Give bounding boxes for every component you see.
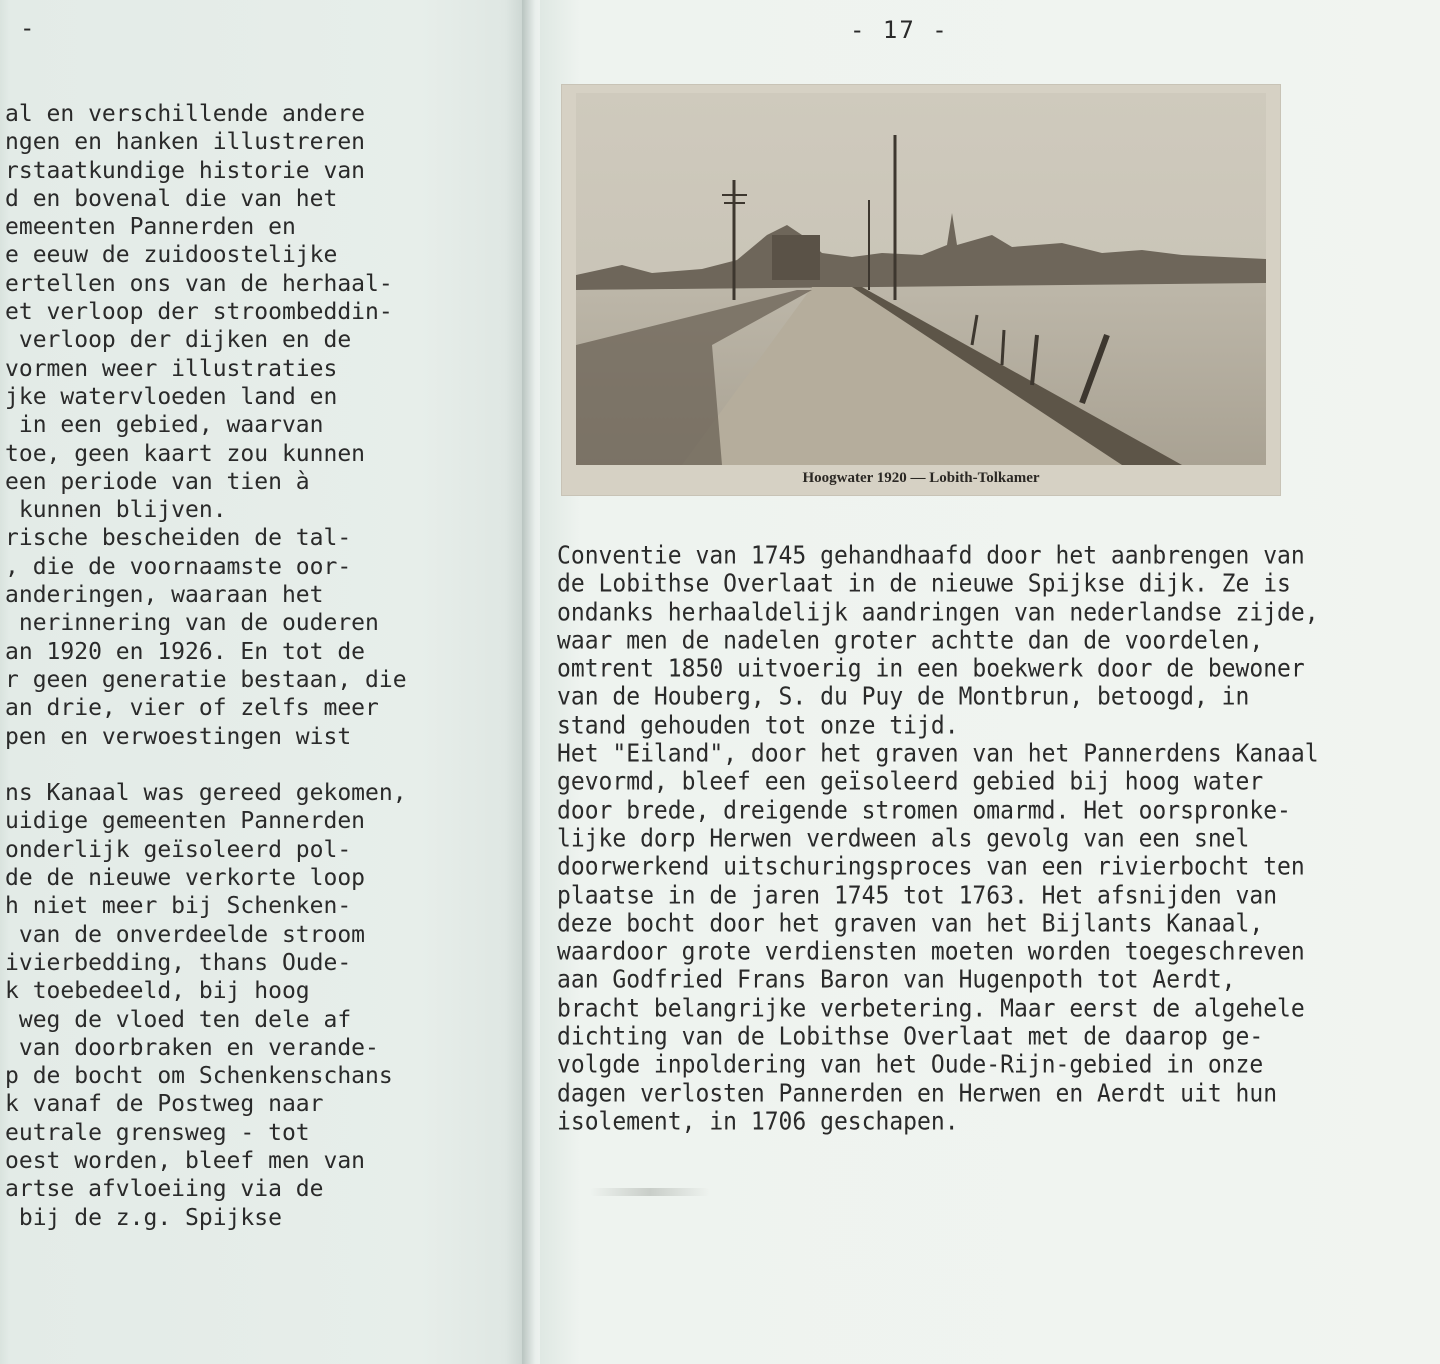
text-line: emeenten Pannerden en: [5, 214, 296, 241]
text-line: kunnen blijven.: [5, 497, 227, 524]
text-line: e eeuw de zuidoostelijke: [5, 242, 338, 269]
text-line: een periode van tien à: [5, 468, 310, 495]
text-line: anderingen, waaraan het: [5, 582, 324, 609]
text-line: an drie, vier of zelfs meer: [5, 695, 379, 722]
text-line: ns Kanaal was gereed gekomen,: [5, 780, 407, 807]
text-line: door brede, dreigende stromen omarmd. Het oorspronke-: [557, 796, 1291, 825]
text-line: an 1920 en 1926. En tot de: [5, 638, 366, 665]
text-line: d en bovenal die van het: [5, 185, 338, 212]
text-line: deze bocht door het graven van het Bijlants Kanaal,: [557, 909, 1264, 938]
text-line: van de Houberg, S. du Puy de Montbrun, betoogd, in: [557, 683, 1250, 712]
text-line: van de onverdeelde stroom: [5, 921, 366, 948]
text-line: dichting van de Lobithse Overlaat met de daarop ge-: [557, 1022, 1264, 1052]
text-line: isolement, in 1706 geschapen.: [557, 1107, 959, 1136]
text-line: aan Godfried Frans Baron van Hugenpoth tot Aerdt,: [557, 966, 1236, 995]
left-page: [0, 0, 527, 1364]
text-line: artse afvloeiing via de: [5, 1176, 324, 1203]
text-line: de Lobithse Overlaat in de nieuwe Spijkse dijk. Ze is: [557, 570, 1291, 599]
text-line: al en verschillende andere: [5, 101, 366, 127]
right-page-text: [557, 542, 1319, 1136]
text-line: bracht belangrijke verbetering. Maar eerst de algehele: [557, 994, 1305, 1023]
text-line: rische bescheiden de tal-: [5, 525, 352, 552]
text-line: oest worden, bleef men van: [5, 1147, 366, 1174]
text-line: Het "Eiland", door het graven van het Pannerdens Kanaal: [557, 740, 1319, 769]
text-line: vormen weer illustraties: [5, 355, 338, 382]
text-line: ngen en hanken illustreren: [5, 129, 366, 156]
flooded-dike-road-photo: [562, 85, 1280, 495]
page-number: - 17 -: [850, 16, 949, 44]
text-line: k vanaf de Postweg naar: [5, 1091, 324, 1118]
text-line: r geen generatie bestaan, die: [5, 666, 407, 693]
text-line: plaatse in de jaren 1745 tot 1763. Het afsnijden van: [557, 881, 1278, 910]
text-line: [5, 751, 407, 779]
text-line: Conventie van 1745 gehandhaafd door het aanbrengen van: [557, 541, 1305, 571]
text-line: , die de voornaamste oor-: [5, 553, 352, 580]
text-line: k toebedeeld, bij hoog: [5, 978, 310, 1005]
text-line: lijke dorp Herwen verdween als gevolg van een snel: [557, 824, 1250, 853]
text-line: van doorbraken en verande-: [5, 1034, 379, 1061]
text-line: ertellen ons van de herhaal-: [5, 270, 393, 297]
historic-photo: [562, 85, 1280, 495]
text-line: nerinnering van de ouderen: [5, 610, 379, 637]
text-line: ondanks herhaaldelijk aandringen van nederlandse zijde,: [557, 598, 1319, 627]
text-line: p de bocht om Schenkenschans: [5, 1063, 393, 1090]
text-line: doorwerkend uitschuringsproces van een rivierbocht ten: [557, 853, 1305, 882]
corner-mark: -: [20, 14, 35, 42]
ink-smudge: [590, 1188, 710, 1196]
text-line: volgde inpoldering van het Oude-Rijn-gebied in onze: [557, 1051, 1264, 1080]
text-line: ivierbedding, thans Oude-: [5, 949, 352, 976]
text-line: bij de z.g. Spijkse: [5, 1204, 282, 1231]
text-line: stand gehouden tot onze tijd.: [557, 711, 959, 740]
text-line: pen en verwoestingen wist: [5, 723, 352, 750]
text-line: dagen verlosten Pannerden en Herwen en Aerdt uit hun: [557, 1079, 1278, 1108]
text-line: in een gebied, waarvan: [5, 412, 324, 439]
text-line: gevormd, bleef een geïsoleerd gebied bij hoog water: [557, 768, 1264, 797]
text-line: toe, geen kaart zou kunnen: [5, 440, 366, 467]
text-line: et verloop der stroombeddin-: [5, 299, 393, 326]
text-line: uidige gemeenten Pannerden: [5, 808, 366, 835]
text-line: waardoor grote verdiensten moeten worden toegeschreven: [557, 938, 1305, 967]
text-line: omtrent 1850 uitvoerig in een boekwerk door de bewoner: [557, 655, 1305, 684]
left-page-text: [5, 100, 407, 1232]
text-line: h niet meer bij Schenken-: [5, 893, 352, 920]
text-line: weg de vloed ten dele af: [5, 1006, 352, 1033]
text-line: rstaatkundige historie van: [5, 157, 366, 184]
text-line: jke watervloeden land en: [5, 383, 338, 410]
text-line: waar men de nadelen groter achtte dan de voordelen,: [557, 626, 1264, 655]
photo-caption: Hoogwater 1920 — Lobith-Tolkamer: [802, 470, 1040, 486]
text-line: onderlijk geïsoleerd pol-: [5, 836, 352, 863]
text-line: de de nieuwe verkorte loop: [5, 865, 366, 892]
text-line: eutrale grensweg - tot: [5, 1119, 310, 1146]
text-line: verloop der dijken en de: [5, 327, 352, 354]
